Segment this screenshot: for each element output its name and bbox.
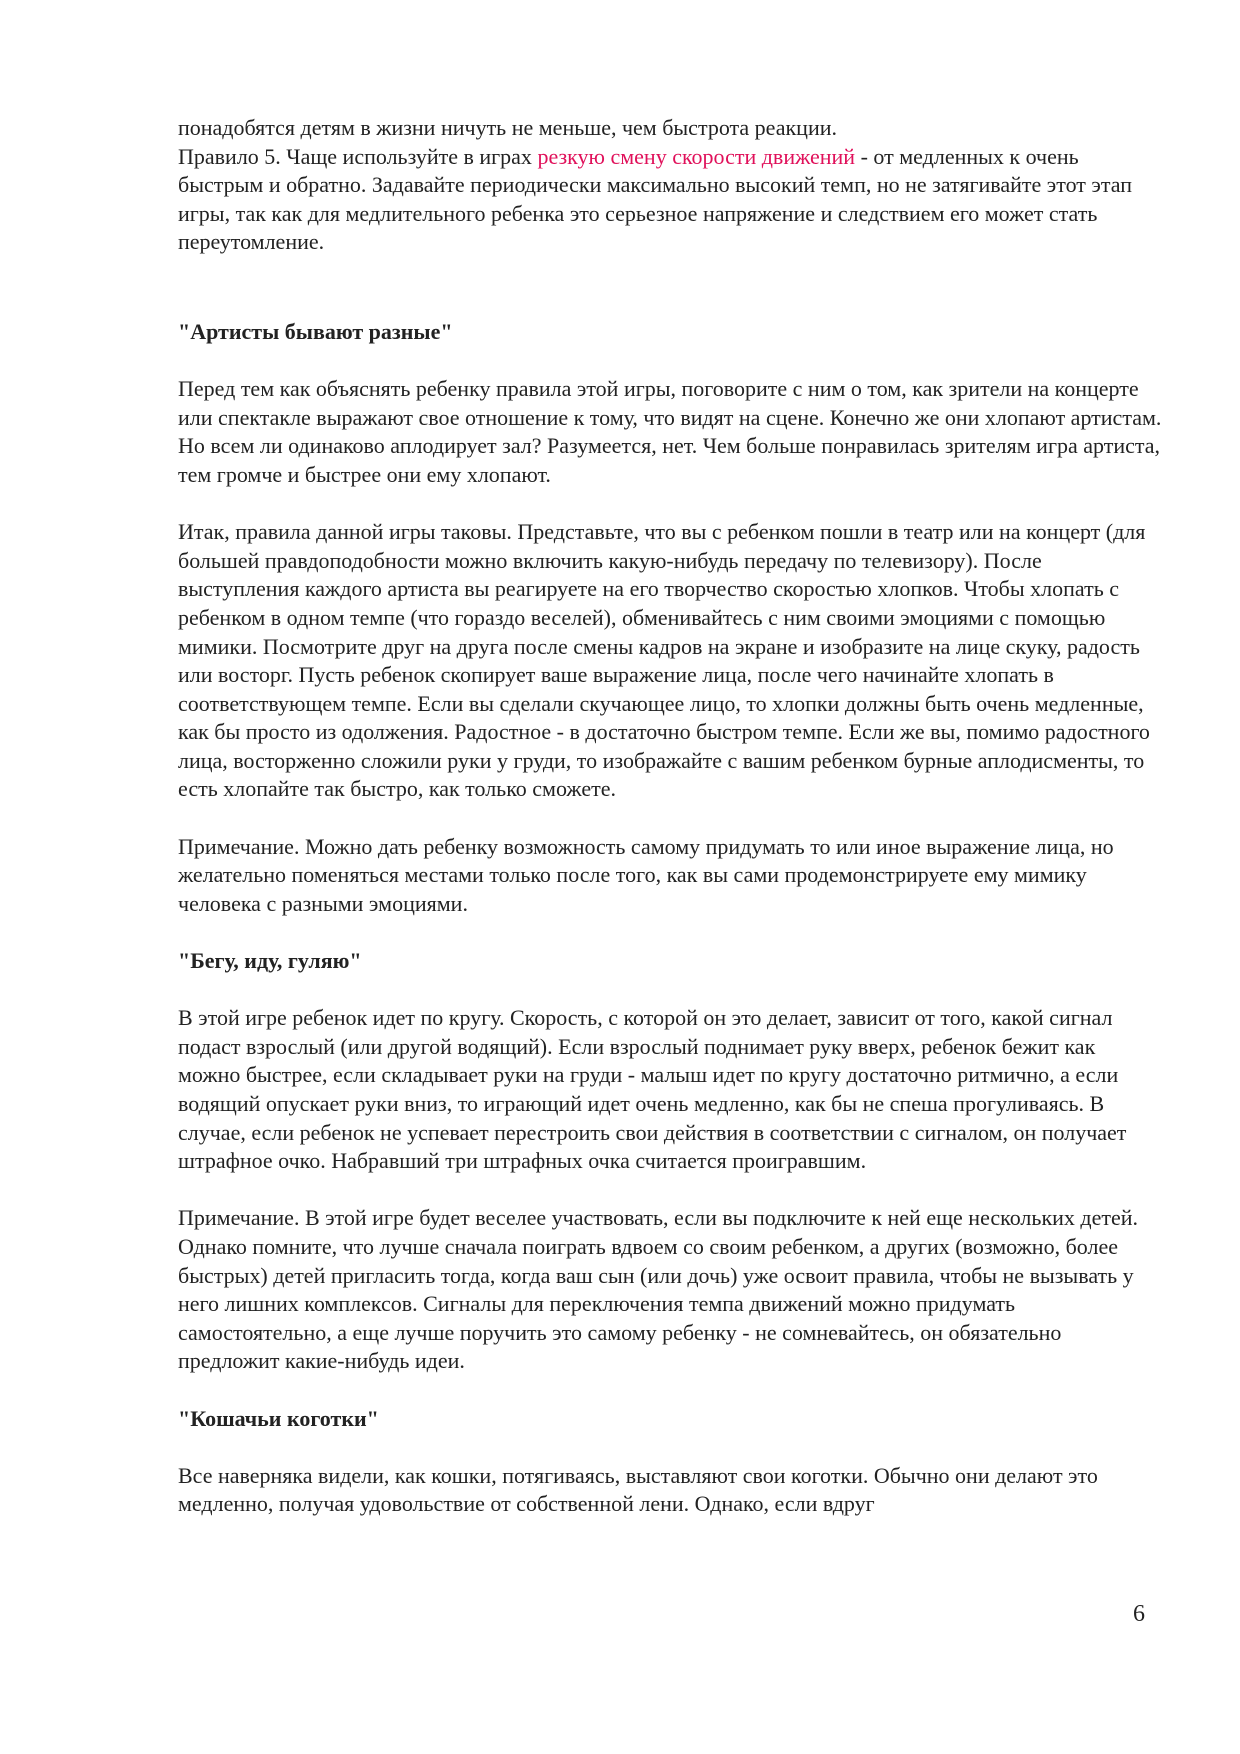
section-heading-artists: "Артисты бывают разные" [178, 318, 453, 344]
paragraph-artists-note: Примечание. Можно дать ребенку возможность самому придумать то или иное выражение лица, но желательно поменяться местами только после того, как вы сами продемонстрируете ему мимику человека с разными эмоциями. [178, 833, 1114, 916]
paragraph-artists-1: Перед тем как объяснять ребенку правила этой игры, поговорите с ним о том, как зрители на концерте или спектакле выражают свое отношение к тому, что видят на сцене. Конечно же они хлопают артистам. Но всем ли одинаково аплодирует зал? Разумеется, нет. Чем больше понравилась зрителям игра артиста, тем громче и быстрее они ему хлопают. [178, 376, 1162, 487]
paragraph-intro [178, 114, 1163, 257]
paragraph-artists-2: Итак, правила данной игры таковы. Представьте, что вы с ребенком пошли в театр или на концерт (для большей правдоподобности можно включить какую-нибудь передачу по телевизору). После выступления каждого артиста вы реагируете на его творчество скоростью хлопков. Чтобы хлопать с ребенком в одном темпе (что гораздо веселей), обменивайтесь с ним своими эмоциями с помощью мимики. Посмотрите друг на друга после смены кадров на экране и изобразите на лице скуку, радость или восторг. Пусть ребенок скопирует ваше выражение лица, после чего начинайте хлопать в соответствующем темпе. Если вы сделали скучающее лицо, то хлопки должны быть очень медленные, как бы просто из одолжения. Радостное - в достаточно быстром темпе. Если же вы, помимо радостного лица, восторженно сложили руки у груди, то изображайте с вашим ребенком бурные аплодисменты, то есть хлопайте так быстро, как только сможете. [178, 519, 1150, 802]
intro-line: понадобятся детям в жизни ничуть не меньше, чем быстрота реакции. [178, 115, 837, 140]
document-body [178, 114, 1163, 1519]
rule5-highlight: резкую смену скорости движений [537, 143, 856, 169]
page-number: 6 [1133, 1601, 1145, 1627]
rule5-text-end: - от медленных к очень быстрым и обратно. Задавайте периодически максимально высокий темп, но не затягивайте этот этап игры, так как для медлительного ребенка это серьезное напряжение и следствием его может стать переутомление. [178, 143, 1132, 255]
rule5-text-start: Правило 5. Чаще используйте в играх [178, 143, 538, 169]
section-heading-cat-claws: "Кошачьи коготки" [178, 1405, 379, 1431]
paragraph-run-walk-note: Примечание. В этой игре будет веселее участвовать, если вы подключите к ней еще нескольких детей. Однако помните, что лучше сначала поиграть вдвоем со своим ребенком, а других (возможно, более быстрых) детей пригласить тогда, когда ваш сын (или дочь) уже освоит правила, чтобы не вызывать у него лишних комплексов. Сигналы для переключения темпа движений можно придумать самостоятельно, а еще лучше поручить это самому ребенку - не сомневайтесь, он обязательно предложит какие-нибудь идеи. [178, 1205, 1139, 1374]
paragraph-cat-claws-1: Все наверняка видели, как кошки, потягиваясь, выставляют свои коготки. Обычно они делают это медленно, получая удовольствие от собственной лени. Однако, если вдруг [178, 1462, 1098, 1517]
section-heading-run-walk: "Бегу, иду, гуляю" [178, 948, 362, 974]
paragraph-run-walk-1: В этой игре ребенок идет по кругу. Скорость, с которой он это делает, зависит от того, какой сигнал подаст взрослый (или другой водящий). Если взрослый поднимает руку вверх, ребенок бежит как можно быстрее, если складывает руки на груди - малыш идет по кругу достаточно ритмично, а если водящий опускает руки вниз, то играющий идет очень медленно, как бы не спеша прогуливаясь. В случае, если ребенок не успевает перестроить свои действия в соответствии с сигналом, он получает штрафное очко. Набравший три штрафных очка считается проигравшим. [178, 1005, 1127, 1174]
